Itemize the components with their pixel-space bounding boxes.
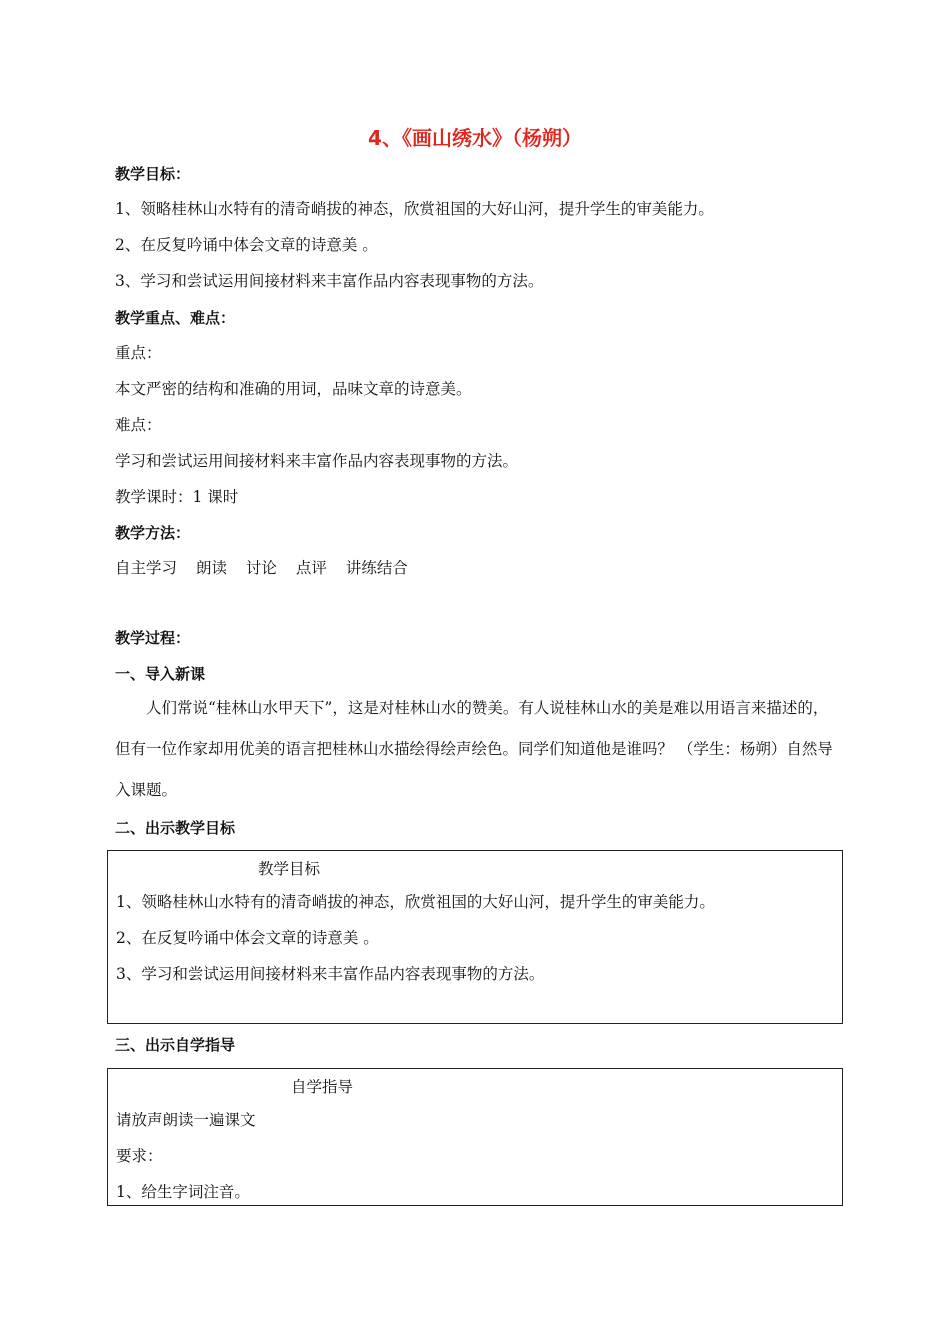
key-point-label: 重点： xyxy=(115,344,162,362)
key-point-text: 本文严密的结构和准确的用词，品味文章的诗意美。 xyxy=(115,380,472,398)
self-study-box xyxy=(107,1068,843,1206)
section3-heading: 三、出示自学指导 xyxy=(115,1036,236,1054)
self-study-box-title: 自学指导 xyxy=(291,1078,354,1096)
process-heading: 教学过程： xyxy=(115,629,191,647)
method-item: 点评 xyxy=(295,559,327,577)
box-objective-item-3: 3、学习和尝试运用间接材料来丰富作品内容表现事物的方法。 xyxy=(116,965,545,983)
methods-list xyxy=(115,559,422,578)
method-item: 讲练结合 xyxy=(345,559,408,577)
difficult-point-label: 难点： xyxy=(115,416,162,434)
method-item: 自主学习 xyxy=(115,559,178,577)
class-hours: 教学课时：1 课时 xyxy=(115,488,239,506)
difficult-point-text: 学习和尝试运用间接材料来丰富作品内容表现事物的方法。 xyxy=(115,452,519,470)
objectives-box-title: 教学目标 xyxy=(258,860,321,878)
box-objective-item-1: 1、领略桂林山水特有的清奇峭拔的神态，欣赏祖国的大好山河，提升学生的审美能力。 xyxy=(116,893,715,911)
method-item: 讨论 xyxy=(245,559,277,577)
box-objective-item-2: 2、在反复吟诵中体会文章的诗意美 。 xyxy=(116,929,379,947)
key-points-heading: 教学重点、难点： xyxy=(115,309,236,327)
section1-paragraph: 人们常说“桂林山水甲天下”，这是对桂林山水的赞美。有人说桂林山水的美是难以用语言来描述的，但有一位作家却用优美的语言把桂林山水描绘得绘声绘色。同学们知道他是谁吗？ （学生：杨朔）自然导入课题。 xyxy=(115,699,833,799)
self-study-line-1: 请放声朗读一遍课文 xyxy=(116,1111,256,1129)
document-title: 4、《画山绣水》（杨朔） xyxy=(368,126,582,150)
self-study-line-3: 1、给生字词注音。 xyxy=(116,1183,250,1201)
objectives-box xyxy=(107,850,843,1024)
objective-item-1: 1、领略桂林山水特有的清奇峭拔的神态，欣赏祖国的大好山河，提升学生的审美能力。 xyxy=(115,200,714,218)
objective-item-3: 3、学习和尝试运用间接材料来丰富作品内容表现事物的方法。 xyxy=(115,272,544,290)
method-item: 朗读 xyxy=(195,559,227,577)
objectives-heading: 教学目标： xyxy=(115,165,191,183)
section2-heading: 二、出示教学目标 xyxy=(115,819,236,837)
objective-item-2: 2、在反复吟诵中体会文章的诗意美 。 xyxy=(115,236,378,254)
section1-heading: 一、导入新课 xyxy=(115,665,206,683)
self-study-line-2: 要求： xyxy=(116,1147,163,1165)
methods-heading: 教学方法： xyxy=(115,524,191,542)
